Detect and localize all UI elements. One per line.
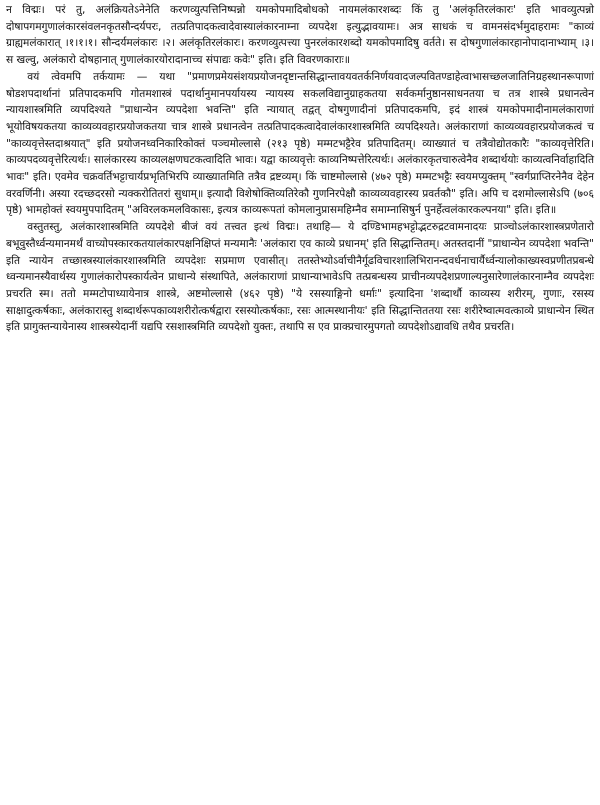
paragraph-2: वयं त्वेवमपि तर्कयामः — यथा "प्रमाणप्रमेयसंशयप्रयोजनदृष्टान्तसिद्धान्तावयवतर्कनिर्णयवादजल्पवितण्डाहेत्वाभासच्छलजातिनिग्रहस्थानरूपाणां षोडशपदार्थानां प्रतिपादकमपि गोतमशास्त्रं पदार्थानुमानपर्यायस्य न्यायस्य सकलविद्यानुग्राहकतया सर्वकर्मानुष्ठानसाधनतया च तत्र शास्त्रे प्रधानत्वेन न्यायशास्त्रमिति व्यपदिश्यते "प्राधान्येन व्यपदेशा भवन्ति" इति न्यायात् तद्वत् दोषगुणादीनां प्रतिपादकमपि, इदं शास्त्रं यमकोपमादीनामलंकाराणां भूयोविषयकतया काव्यव्यवहारप्रयोजकतया चात्र शास्त्रे प्रधानत्वेन तत्प्रतिपादकत्वादेवालंकारशास्त्रमिति व्यपदिश्यते। अलंकाराणां काव्यव्यवहारप्रयोजकत्वं च "काव्यवृत्तेस्तदाश्रयात्" इति प्रयोजनध्वनिकारिकोक्तं पञ्चमोल्लासे (२१३ पृष्ठे) मम्मटभट्टैरेव प्रतिपादितम्। व्याख्यातं च तत्रैवोद्योतकारैः "काव्यवृत्तेरिति। काव्यपदव्यवृत्तेरित्यर्थः। सालंकारस्य काव्यलक्षणघटकत्वादिति भावः। यद्वा काव्यवृत्तेः काव्यनिष्पत्तेरित्यर्थः। अलंकारकृतचारुत्वेनैव शब्दार्थयोः काव्यत्वनिर्वाहादिति भावः" इति। एवमेव चक्रवर्तिभट्टाचार्यप्रभृतिभिरपि व्याख्यातमिति तत्रैव द्रष्टव्यम्। किं चाष्टमोल्लासे (४७२ पृष्ठे) मम्मटभट्टैः स्वयमप्युक्तम् "स्वर्गप्राप्तिरनेनैव देहेन वरवर्णिनी। अस्या रदच्छदरसो न्यक्करोतितरां सुधाम्॥ इत्यादौ विशेषोक्तिव्यतिरेकौ गुणनिरपेक्षौ काव्यव्यवहारस्य प्रवर्तकौ" इति। अपि च दशमोल्लासेऽपि (७०६ पृष्ठे) भामहोक्तं स्वयमुपपादितम् "अविरलकमलविकासः, इत्यत्र काव्यरूपतां कोमलानुप्रासमहिम्नैव समाम्नासिषुर्न पुनर्हेत्वलंकारकल्पनया" इति। इति॥ <box>6 70 594 217</box>
paragraph-3: वस्तुतस्तु, अलंकारशास्त्रमिति व्यपदेशे बीजं वयं तत्त्वत इत्थं विद्मः। तथाहि— ये दण्डिभामहभट्टोद्भटरुद्रटवामनादयः प्राञ्चोऽलंकारशास्त्रप्रणेतारो बभूवुस्तैर्ध्वन्यमानमर्थं वाच्योपस्कारकतयालंकारपक्षनिक्षिप्तं मन्यमानैः 'अलंकारा एव काव्ये प्रधानम्' इति सिद्धान्तितम्। अतस्तदानीं "प्राधान्येन व्यपदेशा भवन्ति" इति न्यायेन तच्छास्त्रस्यालंकारशास्त्रमिति व्यपदेशः सप्रमाण एवासीत्। ततस्तेभ्योऽर्वाचीनैर्गूढविचारशालिभिरानन्दवर्धनाचार्यैर्ध्वन्यालोकाख्यस्वप्रणीतप्रबन्धे ध्वन्यमानस्यैवार्थस्य गुणालंकारोपस्कार्यत्वेन प्राधान्ये संस्थापिते, अलंकाराणां प्राधान्याभावेऽपि तत्प्रबन्धस्य प्राचीनव्यपदेशप्रणाल्यनुसारेणालंकारनाम्नैव व्यपदेशः प्रचरति स्म। ततो मम्मटोपाध्यायेनात्र शास्त्रे, अष्टमोल्लासे (४६२ पृष्ठे) "ये रसस्याङ्गिनो धर्माः" इत्यादिना 'शब्दार्थौ काव्यस्य शरीरम्, गुणाः, रसस्य साक्षादुत्कर्षकाः, अलंकारास्तु शब्दार्थरूपकाव्यशरीरोत्कर्षद्वारा रसस्योत्कर्षकाः, रसः आत्मस्थानीयः' इति सिद्धान्तिततया रसः शरीरेष्वात्मवत्काव्ये प्राधान्येन स्थित इति प्रागुक्तन्यायेनास्य शास्त्रस्येदानीं यद्यपि रसशास्त्रमिति व्यपदेशो युक्तः, तथापि स एव प्राक्प्रचारमुपगतो व्यपदेशोऽद्यावधि तथैव प्रचरति। <box>6 221 594 334</box>
paragraph-1: न विद्मः। परं तु, अलंक्रियतेऽनेनेति करणव्युत्पत्तिनिष्पन्नो यमकोपमादिबोधको नायमलंकारशब्दः किं तु 'अलंकृतिरलंकारः' इति भावव्युत्पन्नो दोषापगमगुणालंकारसंवलनकृतसौन्दर्यपरः, तत्प्रतिपादकत्वादेवास्यालंकारनाम्ना व्यपदेश इत्युद्भावयामः। अत्र साधकं च वामनसंदर्भमुदाहरामः "काव्यं ग्राह्यमलंकारात् ।१।१।१। सौन्दर्यमलंकारः ।२। अलंकृतिरलंकारः। करणव्युत्पत्त्या पुनरलंकारशब्दो यमकोपमादिषु वर्तते। स दोषगुणालंकारहानोपादानाभ्याम् ।३। स खल्वु, अलंकारो दोषहानात् गुणालंकारयोरादानाच्च संपाद्यः कवेः" इति। इति विवरणकाराः॥ <box>6 4 594 67</box>
